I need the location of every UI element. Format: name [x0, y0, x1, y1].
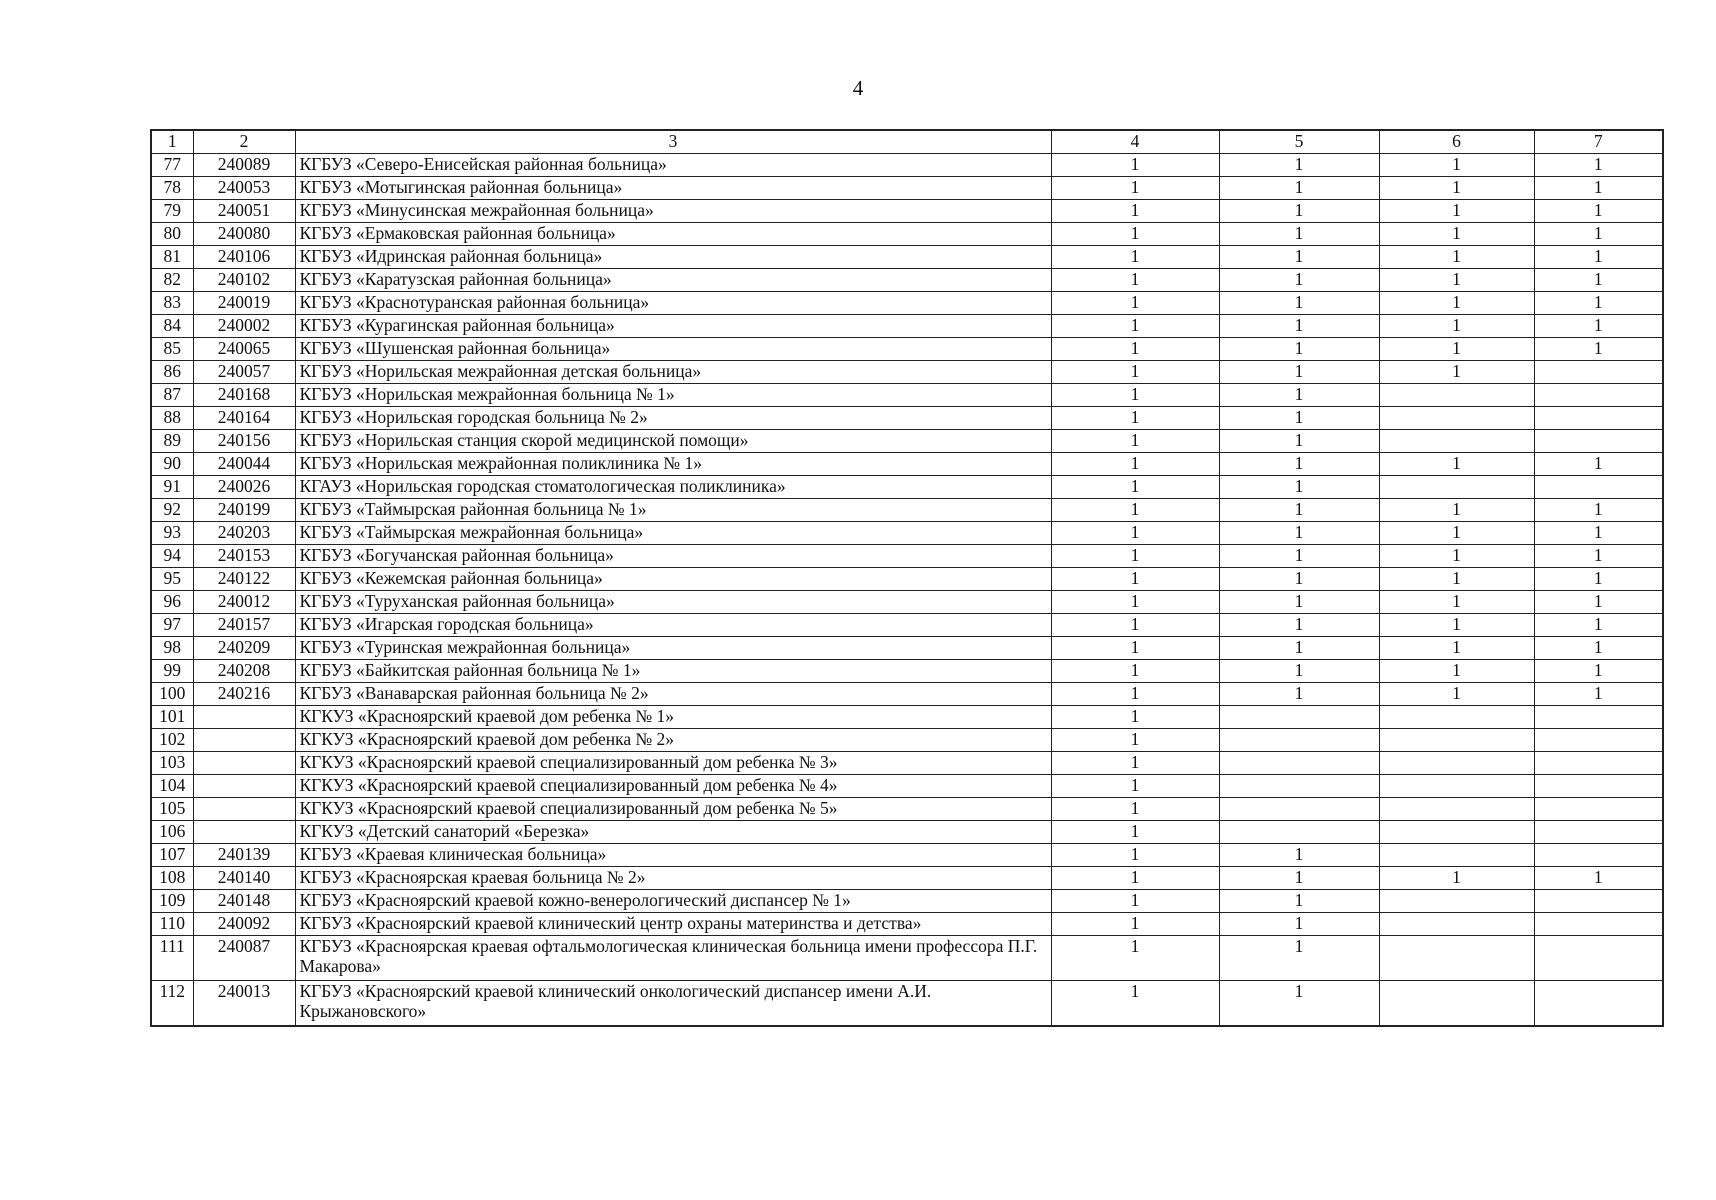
col4-value-cell: 1 — [1051, 660, 1219, 683]
col7-value-cell — [1534, 775, 1663, 798]
row-number-cell: 88 — [151, 407, 193, 430]
col6-value-cell: 1 — [1379, 568, 1534, 591]
col7-value-cell: 1 — [1534, 637, 1663, 660]
col5-value-cell: 1 — [1219, 154, 1379, 177]
header-cell-1: 1 — [151, 130, 193, 154]
code-cell: 240164 — [193, 407, 295, 430]
row-number-cell: 78 — [151, 177, 193, 200]
col5-value-cell: 1 — [1219, 867, 1379, 890]
col7-value-cell — [1534, 729, 1663, 752]
table-row — [151, 407, 1663, 430]
facility-name-cell: КГБУЗ «Каратузская районная больница» — [295, 269, 1051, 292]
facility-name-cell: КГБУЗ «Таймырская межрайонная больница» — [295, 522, 1051, 545]
col6-value-cell: 1 — [1379, 591, 1534, 614]
table-row — [151, 913, 1663, 936]
col4-value-cell: 1 — [1051, 384, 1219, 407]
table-row — [151, 844, 1663, 867]
facility-name-cell: КГКУЗ «Красноярский краевой специализированный дом ребенка № 3» — [295, 752, 1051, 775]
row-number-cell: 91 — [151, 476, 193, 499]
facility-name-cell: КГКУЗ «Красноярский краевой специализированный дом ребенка № 4» — [295, 775, 1051, 798]
col4-value-cell: 1 — [1051, 223, 1219, 246]
col5-value-cell: 1 — [1219, 407, 1379, 430]
row-number-cell: 83 — [151, 292, 193, 315]
col6-value-cell — [1379, 936, 1534, 981]
code-cell — [193, 752, 295, 775]
col4-value-cell: 1 — [1051, 476, 1219, 499]
facility-name-cell: КГАУЗ «Норильская городская стоматологическая поликлиника» — [295, 476, 1051, 499]
table-row — [151, 660, 1663, 683]
row-number-cell: 102 — [151, 729, 193, 752]
code-cell: 240044 — [193, 453, 295, 476]
col7-value-cell — [1534, 384, 1663, 407]
col4-value-cell: 1 — [1051, 545, 1219, 568]
facility-name-cell: КГБУЗ «Северо-Енисейская районная больница» — [295, 154, 1051, 177]
col6-value-cell: 1 — [1379, 499, 1534, 522]
col7-value-cell: 1 — [1534, 568, 1663, 591]
row-number-cell: 89 — [151, 430, 193, 453]
code-cell: 240168 — [193, 384, 295, 407]
facility-name-cell: КГКУЗ «Красноярский краевой дом ребенка № 2» — [295, 729, 1051, 752]
col6-value-cell — [1379, 430, 1534, 453]
table-row — [151, 706, 1663, 729]
col5-value-cell: 1 — [1219, 361, 1379, 384]
col7-value-cell: 1 — [1534, 499, 1663, 522]
facility-name-cell: КГБУЗ «Норильская межрайонная поликлиника № 1» — [295, 453, 1051, 476]
col7-value-cell — [1534, 936, 1663, 981]
table-row — [151, 269, 1663, 292]
col6-value-cell — [1379, 890, 1534, 913]
row-number-cell: 79 — [151, 200, 193, 223]
table-row — [151, 568, 1663, 591]
col5-value-cell — [1219, 752, 1379, 775]
col5-value-cell: 1 — [1219, 269, 1379, 292]
table-row — [151, 292, 1663, 315]
facility-name-cell: КГБУЗ «Краснотуранская районная больница» — [295, 292, 1051, 315]
header-cell-2: 2 — [193, 130, 295, 154]
col7-value-cell — [1534, 476, 1663, 499]
header-cell-7: 7 — [1534, 130, 1663, 154]
col5-value-cell: 1 — [1219, 223, 1379, 246]
row-number-cell: 103 — [151, 752, 193, 775]
code-cell — [193, 821, 295, 844]
code-cell: 240199 — [193, 499, 295, 522]
row-number-cell: 99 — [151, 660, 193, 683]
facility-name-cell: КГБУЗ «Курагинская районная больница» — [295, 315, 1051, 338]
table-row — [151, 683, 1663, 706]
table-row — [151, 200, 1663, 223]
col4-value-cell: 1 — [1051, 338, 1219, 361]
col6-value-cell: 1 — [1379, 453, 1534, 476]
facility-name-cell: КГБУЗ «Идринская районная больница» — [295, 246, 1051, 269]
code-cell: 240106 — [193, 246, 295, 269]
col6-value-cell: 1 — [1379, 614, 1534, 637]
code-cell: 240092 — [193, 913, 295, 936]
col6-value-cell: 1 — [1379, 292, 1534, 315]
code-cell: 240053 — [193, 177, 295, 200]
row-number-cell: 87 — [151, 384, 193, 407]
col6-value-cell: 1 — [1379, 338, 1534, 361]
col6-value-cell — [1379, 798, 1534, 821]
col6-value-cell: 1 — [1379, 315, 1534, 338]
col5-value-cell: 1 — [1219, 338, 1379, 361]
col4-value-cell: 1 — [1051, 177, 1219, 200]
facility-name-cell: КГБУЗ «Норильская городская больница № 2» — [295, 407, 1051, 430]
facility-name-cell: КГКУЗ «Красноярский краевой специализированный дом ребенка № 5» — [295, 798, 1051, 821]
col6-value-cell — [1379, 476, 1534, 499]
col6-value-cell — [1379, 981, 1534, 1027]
col7-value-cell: 1 — [1534, 177, 1663, 200]
table-row — [151, 614, 1663, 637]
facility-name-cell: КГБУЗ «Туруханская районная больница» — [295, 591, 1051, 614]
code-cell: 240057 — [193, 361, 295, 384]
col5-value-cell — [1219, 798, 1379, 821]
col4-value-cell: 1 — [1051, 315, 1219, 338]
col6-value-cell: 1 — [1379, 683, 1534, 706]
row-number-cell: 101 — [151, 706, 193, 729]
col5-value-cell: 1 — [1219, 315, 1379, 338]
row-number-cell: 112 — [151, 981, 193, 1027]
row-number-cell: 98 — [151, 637, 193, 660]
col5-value-cell: 1 — [1219, 614, 1379, 637]
row-number-cell: 96 — [151, 591, 193, 614]
col7-value-cell — [1534, 981, 1663, 1027]
facility-name-cell: КГБУЗ «Таймырская районная больница № 1» — [295, 499, 1051, 522]
col4-value-cell: 1 — [1051, 706, 1219, 729]
col6-value-cell: 1 — [1379, 269, 1534, 292]
col7-value-cell — [1534, 798, 1663, 821]
facility-name-cell: КГБУЗ «Красноярский краевой клинический центр охраны материнства и детства» — [295, 913, 1051, 936]
facility-name-cell: КГКУЗ «Красноярский краевой дом ребенка № 1» — [295, 706, 1051, 729]
row-number-cell: 86 — [151, 361, 193, 384]
row-number-cell: 104 — [151, 775, 193, 798]
col5-value-cell: 1 — [1219, 936, 1379, 981]
table-row — [151, 545, 1663, 568]
col5-value-cell: 1 — [1219, 499, 1379, 522]
row-number-cell: 77 — [151, 154, 193, 177]
table-row — [151, 177, 1663, 200]
col7-value-cell: 1 — [1534, 223, 1663, 246]
table-row — [151, 936, 1663, 981]
col7-value-cell — [1534, 821, 1663, 844]
col7-value-cell: 1 — [1534, 315, 1663, 338]
facility-name-cell: КГБУЗ «Игарская городская больница» — [295, 614, 1051, 637]
col7-value-cell — [1534, 361, 1663, 384]
table-row — [151, 821, 1663, 844]
col5-value-cell: 1 — [1219, 246, 1379, 269]
col5-value-cell: 1 — [1219, 200, 1379, 223]
col4-value-cell: 1 — [1051, 269, 1219, 292]
code-cell: 240051 — [193, 200, 295, 223]
table-row — [151, 223, 1663, 246]
table-row — [151, 867, 1663, 890]
facility-name-cell: КГБУЗ «Красноярский краевой клинический онкологический диспансер имени А.И. Крыжановского» — [295, 981, 1051, 1027]
col7-value-cell: 1 — [1534, 591, 1663, 614]
col4-value-cell: 1 — [1051, 821, 1219, 844]
code-cell: 240080 — [193, 223, 295, 246]
col6-value-cell — [1379, 844, 1534, 867]
col6-value-cell — [1379, 384, 1534, 407]
facilities-table — [150, 129, 1664, 1027]
code-cell: 240148 — [193, 890, 295, 913]
header-row — [151, 130, 1663, 154]
col6-value-cell — [1379, 407, 1534, 430]
col7-value-cell: 1 — [1534, 453, 1663, 476]
table-row — [151, 798, 1663, 821]
facility-name-cell: КГБУЗ «Норильская станция скорой медицинской помощи» — [295, 430, 1051, 453]
col7-value-cell — [1534, 913, 1663, 936]
facility-name-cell: КГБУЗ «Норильская межрайонная детская больница» — [295, 361, 1051, 384]
col6-value-cell: 1 — [1379, 637, 1534, 660]
header-cell-6: 6 — [1379, 130, 1534, 154]
facility-name-cell: КГБУЗ «Красноярский краевой кожно-венерологический диспансер № 1» — [295, 890, 1051, 913]
col7-value-cell: 1 — [1534, 867, 1663, 890]
table-row — [151, 981, 1663, 1027]
col4-value-cell: 1 — [1051, 981, 1219, 1027]
code-cell — [193, 775, 295, 798]
col4-value-cell: 1 — [1051, 522, 1219, 545]
table-body — [151, 154, 1663, 1027]
col5-value-cell: 1 — [1219, 591, 1379, 614]
facility-name-cell: КГБУЗ «Богучанская районная больница» — [295, 545, 1051, 568]
col5-value-cell: 1 — [1219, 913, 1379, 936]
col5-value-cell: 1 — [1219, 453, 1379, 476]
code-cell — [193, 729, 295, 752]
col7-value-cell: 1 — [1534, 545, 1663, 568]
facility-name-cell: КГБУЗ «Туринская межрайонная больница» — [295, 637, 1051, 660]
col6-value-cell: 1 — [1379, 660, 1534, 683]
col7-value-cell: 1 — [1534, 660, 1663, 683]
row-number-cell: 80 — [151, 223, 193, 246]
row-number-cell: 100 — [151, 683, 193, 706]
code-cell: 240203 — [193, 522, 295, 545]
row-number-cell: 97 — [151, 614, 193, 637]
code-cell: 240013 — [193, 981, 295, 1027]
col4-value-cell: 1 — [1051, 867, 1219, 890]
col5-value-cell: 1 — [1219, 844, 1379, 867]
col5-value-cell: 1 — [1219, 637, 1379, 660]
col4-value-cell: 1 — [1051, 430, 1219, 453]
row-number-cell: 90 — [151, 453, 193, 476]
facility-name-cell: КГБУЗ «Красноярская краевая больница № 2» — [295, 867, 1051, 890]
facility-name-cell: КГБУЗ «Ванаварская районная больница № 2» — [295, 683, 1051, 706]
row-number-cell: 108 — [151, 867, 193, 890]
col7-value-cell: 1 — [1534, 246, 1663, 269]
col6-value-cell: 1 — [1379, 200, 1534, 223]
col4-value-cell: 1 — [1051, 407, 1219, 430]
table-row — [151, 499, 1663, 522]
code-cell: 240089 — [193, 154, 295, 177]
table-row — [151, 246, 1663, 269]
col4-value-cell: 1 — [1051, 890, 1219, 913]
col7-value-cell — [1534, 890, 1663, 913]
table-row — [151, 637, 1663, 660]
code-cell: 240208 — [193, 660, 295, 683]
col4-value-cell: 1 — [1051, 936, 1219, 981]
row-number-cell: 109 — [151, 890, 193, 913]
col7-value-cell: 1 — [1534, 269, 1663, 292]
facility-name-cell: КГБУЗ «Минусинская межрайонная больница» — [295, 200, 1051, 223]
col5-value-cell: 1 — [1219, 981, 1379, 1027]
col6-value-cell — [1379, 821, 1534, 844]
code-cell — [193, 706, 295, 729]
col5-value-cell: 1 — [1219, 430, 1379, 453]
col5-value-cell: 1 — [1219, 890, 1379, 913]
page-number: 4 — [852, 76, 864, 100]
col7-value-cell — [1534, 407, 1663, 430]
row-number-cell: 106 — [151, 821, 193, 844]
col5-value-cell: 1 — [1219, 660, 1379, 683]
col4-value-cell: 1 — [1051, 154, 1219, 177]
col5-value-cell: 1 — [1219, 476, 1379, 499]
col5-value-cell: 1 — [1219, 568, 1379, 591]
row-number-cell: 95 — [151, 568, 193, 591]
col7-value-cell: 1 — [1534, 200, 1663, 223]
col5-value-cell — [1219, 706, 1379, 729]
col4-value-cell: 1 — [1051, 591, 1219, 614]
table-row — [151, 315, 1663, 338]
header-cell-4: 4 — [1051, 130, 1219, 154]
col6-value-cell: 1 — [1379, 177, 1534, 200]
facility-name-cell: КГКУЗ «Детский санаторий «Березка» — [295, 821, 1051, 844]
row-number-cell: 110 — [151, 913, 193, 936]
facility-name-cell: КГБУЗ «Байкитская районная больница № 1» — [295, 660, 1051, 683]
col4-value-cell: 1 — [1051, 729, 1219, 752]
table-row — [151, 453, 1663, 476]
code-cell: 240012 — [193, 591, 295, 614]
col7-value-cell — [1534, 430, 1663, 453]
code-cell: 240157 — [193, 614, 295, 637]
col7-value-cell: 1 — [1534, 683, 1663, 706]
col6-value-cell — [1379, 729, 1534, 752]
row-number-cell: 111 — [151, 936, 193, 981]
table-row — [151, 430, 1663, 453]
col6-value-cell: 1 — [1379, 867, 1534, 890]
col4-value-cell: 1 — [1051, 453, 1219, 476]
table-row — [151, 752, 1663, 775]
col6-value-cell — [1379, 775, 1534, 798]
col6-value-cell: 1 — [1379, 154, 1534, 177]
code-cell: 240153 — [193, 545, 295, 568]
header-cell-5: 5 — [1219, 130, 1379, 154]
code-cell: 240087 — [193, 936, 295, 981]
col7-value-cell: 1 — [1534, 338, 1663, 361]
col4-value-cell: 1 — [1051, 568, 1219, 591]
col4-value-cell: 1 — [1051, 637, 1219, 660]
code-cell: 240209 — [193, 637, 295, 660]
col5-value-cell: 1 — [1219, 384, 1379, 407]
code-cell: 240019 — [193, 292, 295, 315]
row-number-cell: 105 — [151, 798, 193, 821]
facility-name-cell: КГБУЗ «Красноярская краевая офтальмологическая клиническая больница имени профессора П.Г. Макарова» — [295, 936, 1051, 981]
code-cell: 240026 — [193, 476, 295, 499]
row-number-cell: 92 — [151, 499, 193, 522]
col5-value-cell: 1 — [1219, 683, 1379, 706]
col4-value-cell: 1 — [1051, 246, 1219, 269]
table-row — [151, 338, 1663, 361]
col6-value-cell: 1 — [1379, 522, 1534, 545]
facility-name-cell: КГБУЗ «Краевая клиническая больница» — [295, 844, 1051, 867]
code-cell: 240065 — [193, 338, 295, 361]
col6-value-cell: 1 — [1379, 246, 1534, 269]
code-cell: 240140 — [193, 867, 295, 890]
col4-value-cell: 1 — [1051, 798, 1219, 821]
table-row — [151, 591, 1663, 614]
col6-value-cell: 1 — [1379, 223, 1534, 246]
col7-value-cell: 1 — [1534, 154, 1663, 177]
table-row — [151, 476, 1663, 499]
header-cell-3: 3 — [295, 130, 1051, 154]
col6-value-cell — [1379, 706, 1534, 729]
code-cell: 240216 — [193, 683, 295, 706]
col6-value-cell — [1379, 752, 1534, 775]
row-number-cell: 81 — [151, 246, 193, 269]
col6-value-cell: 1 — [1379, 545, 1534, 568]
table-row — [151, 890, 1663, 913]
col4-value-cell: 1 — [1051, 361, 1219, 384]
table-row — [151, 775, 1663, 798]
col4-value-cell: 1 — [1051, 844, 1219, 867]
facility-name-cell: КГБУЗ «Мотыгинская районная больница» — [295, 177, 1051, 200]
col6-value-cell — [1379, 913, 1534, 936]
row-number-cell: 84 — [151, 315, 193, 338]
col5-value-cell — [1219, 821, 1379, 844]
code-cell: 240139 — [193, 844, 295, 867]
col7-value-cell: 1 — [1534, 292, 1663, 315]
col5-value-cell: 1 — [1219, 522, 1379, 545]
row-number-cell: 93 — [151, 522, 193, 545]
row-number-cell: 94 — [151, 545, 193, 568]
col7-value-cell — [1534, 706, 1663, 729]
table-row — [151, 384, 1663, 407]
code-cell: 240002 — [193, 315, 295, 338]
row-number-cell: 85 — [151, 338, 193, 361]
table-row — [151, 522, 1663, 545]
col7-value-cell: 1 — [1534, 614, 1663, 637]
col4-value-cell: 1 — [1051, 683, 1219, 706]
col5-value-cell: 1 — [1219, 292, 1379, 315]
facility-name-cell: КГБУЗ «Ермаковская районная больница» — [295, 223, 1051, 246]
col5-value-cell — [1219, 775, 1379, 798]
row-number-cell: 82 — [151, 269, 193, 292]
facility-name-cell: КГБУЗ «Шушенская районная больница» — [295, 338, 1051, 361]
facility-name-cell: КГБУЗ «Кежемская районная больница» — [295, 568, 1051, 591]
col4-value-cell: 1 — [1051, 499, 1219, 522]
col4-value-cell: 1 — [1051, 775, 1219, 798]
col5-value-cell: 1 — [1219, 177, 1379, 200]
col4-value-cell: 1 — [1051, 614, 1219, 637]
row-number-cell: 107 — [151, 844, 193, 867]
col4-value-cell: 1 — [1051, 292, 1219, 315]
code-cell: 240156 — [193, 430, 295, 453]
col4-value-cell: 1 — [1051, 752, 1219, 775]
col5-value-cell — [1219, 729, 1379, 752]
col4-value-cell: 1 — [1051, 913, 1219, 936]
col7-value-cell — [1534, 844, 1663, 867]
col7-value-cell: 1 — [1534, 522, 1663, 545]
code-cell — [193, 798, 295, 821]
code-cell: 240122 — [193, 568, 295, 591]
table-row — [151, 729, 1663, 752]
col6-value-cell: 1 — [1379, 361, 1534, 384]
facility-name-cell: КГБУЗ «Норильская межрайонная больница № 1» — [295, 384, 1051, 407]
col5-value-cell: 1 — [1219, 545, 1379, 568]
col4-value-cell: 1 — [1051, 200, 1219, 223]
table-row — [151, 361, 1663, 384]
code-cell: 240102 — [193, 269, 295, 292]
col7-value-cell — [1534, 752, 1663, 775]
table-row — [151, 154, 1663, 177]
